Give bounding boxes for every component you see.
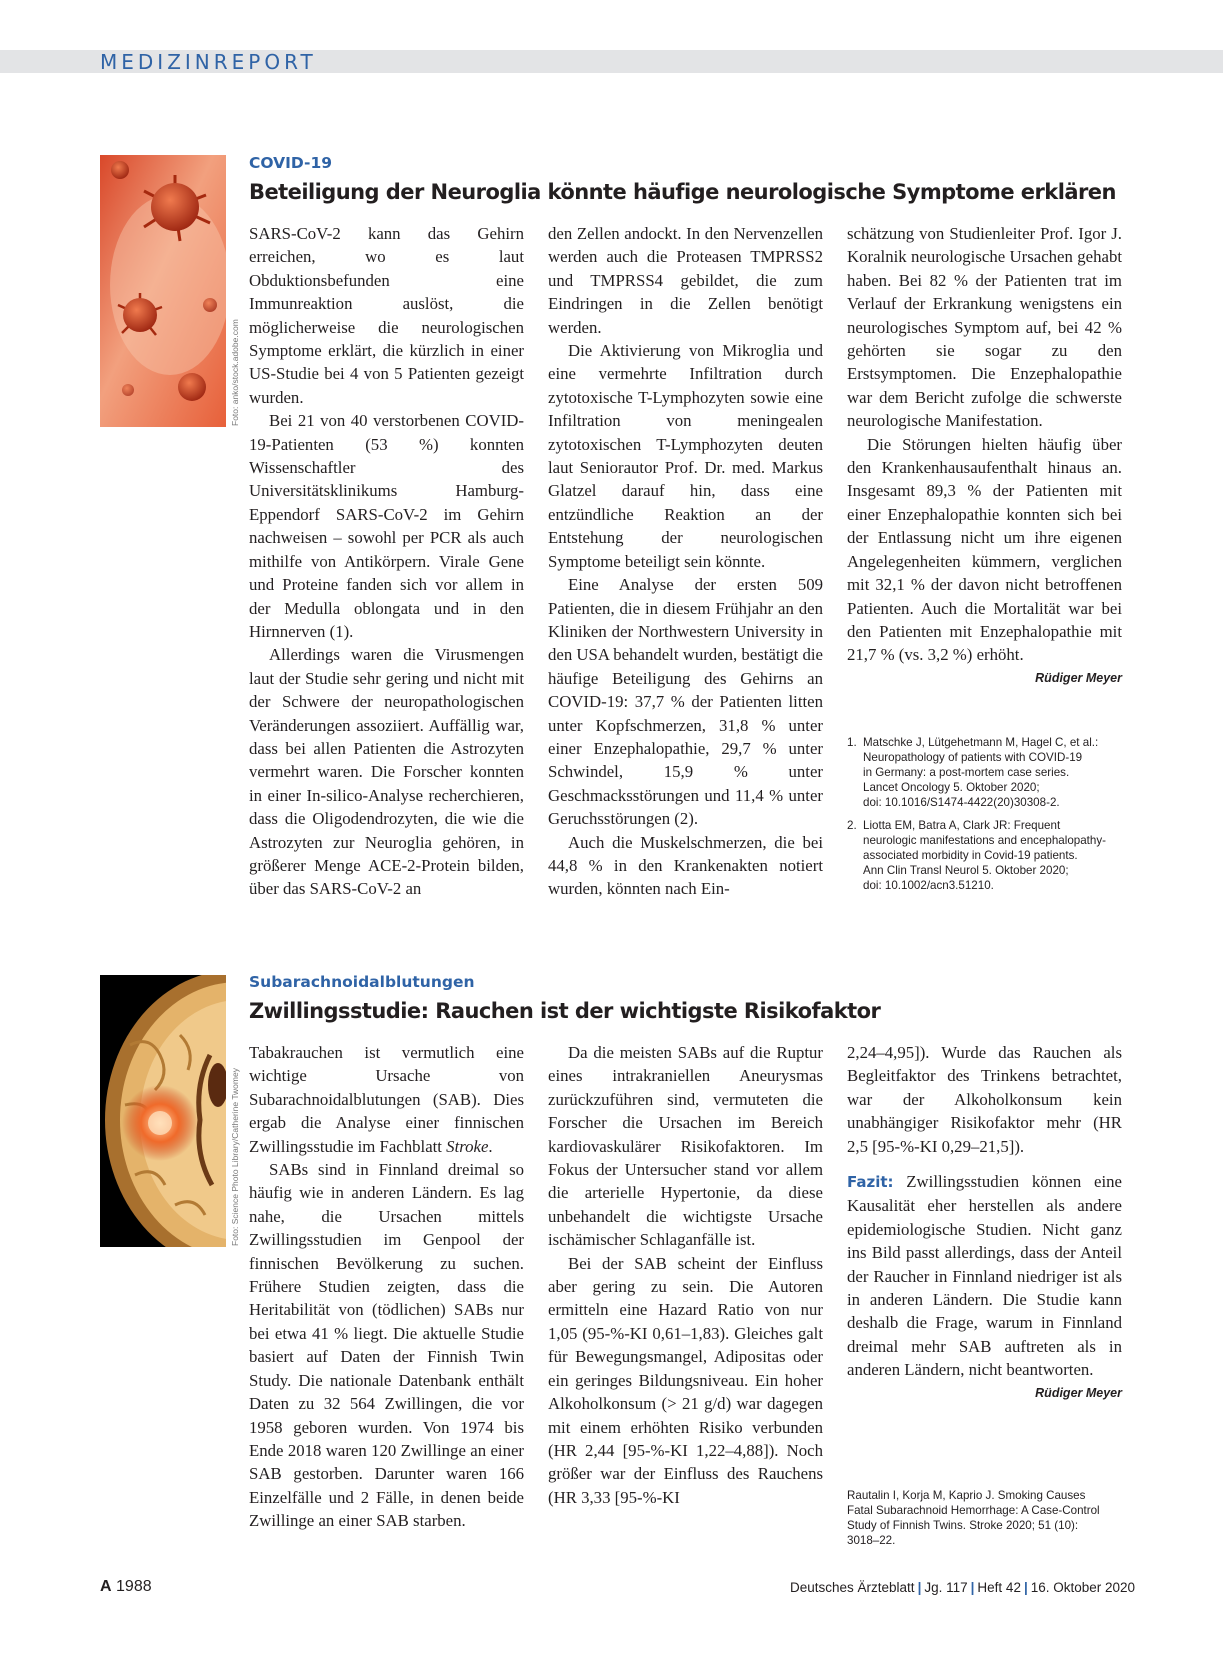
paragraph: 2,24–4,95]). Wurde das Rauchen als Begleitfaktor des Trinkens betrachtet, war der Alkoholkonsum kein unabhängiger Risikofaktor mehr (HR 2,5 [95-%-KI 0,29–21,5]). bbox=[847, 1043, 1122, 1156]
article1-column-2 bbox=[548, 222, 823, 901]
article2-kicker: Subarachnoidalblutungen bbox=[249, 973, 475, 991]
footer-separator: | bbox=[970, 1580, 975, 1595]
reference-item bbox=[847, 818, 1127, 893]
fazit-label: Fazit: bbox=[847, 1173, 894, 1192]
paragraph-text: Zwillingsstudien können eine Kausalität eher herstellen als andere epidemiologische Studien. Nicht ganz ins Bild passt allerdings, dass der Anteil der Raucher in Finnland niedriger ist als in anderen Ländern. Die Studie kann deshalb die Frage, warum in Finnland dreimal mehr SAB auftreten als in anderen Ländern, nicht beantworten. bbox=[847, 1172, 1122, 1380]
paragraph: den Zellen andockt. In den Nervenzellen werden auch die Proteasen TMPRSS2 und TMPRSS4 gebildet, die zum Eindringen in die Zellen benötigt werden. bbox=[548, 224, 823, 337]
brain-scan-photo bbox=[100, 975, 226, 1247]
page-number-value: 1988 bbox=[116, 1578, 152, 1595]
journal-footer bbox=[790, 1580, 1135, 1595]
paragraph: Eine Analyse der ersten 509 Patienten, die in diesem Frühjahr an den Kliniken der Northwestern University in den USA behandelt wurden, bestätigt die häufige Beteiligung des Gehirns an COVID-19: 37,7 % der Patienten litten unter Kopfschmerzen, 31,8 % unter einer Enzephalopathie, 29,7 % unter Schwindel, 15,9 % unter Geschmacksstörungen und 11,4 % unter Geruchsstörungen (2). bbox=[548, 575, 823, 829]
author: Rüdiger Meyer bbox=[1035, 1385, 1122, 1400]
reference-line: associated morbidity in Covid-19 patients. bbox=[863, 849, 1078, 862]
article2-references bbox=[847, 1488, 1127, 1548]
section-title: MEDIZINREPORT bbox=[100, 50, 317, 74]
reference-line: in Germany: a post-mortem case series. bbox=[863, 766, 1070, 779]
reference-line: Fatal Subarachnoid Hemorrhage: A Case-Control bbox=[847, 1504, 1100, 1517]
reference-line: Rautalin I, Korja M, Kaprio J. Smoking Causes bbox=[847, 1489, 1086, 1502]
journal-name: Stroke bbox=[446, 1136, 489, 1156]
fazit-paragraph bbox=[847, 1170, 1122, 1400]
footer-separator: | bbox=[917, 1580, 922, 1595]
paragraph: SARS-CoV-2 kann das Gehirn erreichen, wo es laut Obduktionsbefunden eine Immunreaktion auslöst, die möglicherweise die neurologischen Symptome erklärt, die kürzlich in einer US-Studie bei 4 von 5 Patienten gezeigt wurden. bbox=[249, 224, 524, 407]
photo-credit: Foto: anko/stock.adobe.com bbox=[230, 319, 240, 426]
reference-line: Lancet Oncology 5. Oktober 2020; bbox=[863, 781, 1040, 794]
virus-photo bbox=[100, 155, 226, 427]
paragraph-text: . bbox=[488, 1136, 493, 1156]
reference-line: Study of Finnish Twins. Stroke 2020; 51 (10): bbox=[847, 1519, 1079, 1532]
article1-kicker: COVID-19 bbox=[249, 154, 333, 172]
paragraph: Bei 21 von 40 verstorbenen COVID-19-Patienten (53 %) konnten Wissenschaftler des Universitätsklinikums Hamburg-Eppendorf SARS-CoV-2 im Gehirn nachweisen – sowohl per PCR als auch mithilfe von Antikörpern. Virale Gene und Proteine fanden sich vor allem in der Medulla oblongata und in den Hirnnerven (1). bbox=[249, 411, 524, 641]
reference-number: 2. bbox=[847, 819, 857, 832]
journal-issue: Heft 42 bbox=[977, 1580, 1021, 1595]
paragraph: Allerdings waren die Virusmengen laut der Studie sehr gering und nicht mit der Schwere der neuropathologischen Veränderungen assoziiert. Auffällig war, dass bei allen Patienten die Astrozyten vermehrt waren. Die Forscher konnten in einer In-silico-Analyse recherchieren, dass die Oligodendrozyten, die wie die Astrozyten zur Neuroglia gehören, in größerer Menge ACE-2-Protein bilden, über das SARS-CoV-2 an bbox=[249, 645, 524, 899]
reference-line: 3018–22. bbox=[847, 1534, 896, 1547]
reference-line: neurologic manifestations and encephalopathy- bbox=[863, 834, 1106, 847]
reference-line: doi: 10.1002/acn3.51210. bbox=[863, 879, 994, 892]
reference-line: Neuropathology of patients with COVID-19 bbox=[863, 751, 1083, 764]
paragraph: Bei der SAB scheint der Einfluss aber gering zu sein. Die Autoren ermitteln eine Hazard Ratio von nur 1,05 (95-%-KI 0,61–1,83). Gleiches galt für Bewegungsmangel, Adipositas oder ein geringes Bildungsniveau. Ein hoher Alkoholkonsum (> 21 g/d) war dagegen mit einem erhöhten Risiko verbunden (HR 2,44 [95-%-KI 1,22–4,88]). Noch größer war der Einfluss des Rauchens (HR 3,33 [95-%-KI bbox=[548, 1253, 823, 1507]
journal-date: 16. Oktober 2020 bbox=[1030, 1580, 1136, 1595]
reference-item bbox=[847, 735, 1127, 810]
reference-line: doi: 10.1016/S1474-4422(20)30308-2. bbox=[863, 796, 1060, 809]
paragraph bbox=[847, 433, 1122, 685]
paragraph: Da die meisten SABs auf die Ruptur eines intrakraniellen Aneurysmas zurückzuführen sind, vermuteten die Forscher die Ursachen im Bereich kardiovaskulärer Risikofaktoren. Im Fokus der Untersucher stand vor allem die arterielle Hypertonie, da diese unbehandelt die wichtigste Ursache ischämischer Schlaganfälle ist. bbox=[548, 1043, 823, 1250]
article1-references bbox=[847, 735, 1127, 901]
paragraph: SABs sind in Finnland dreimal so häufig wie in anderen Ländern. Es lag nahe, die Ursachen mittels Zwillingsstudien im Genpool der finnischen Bevölkerung zu suchen. Frühere Studien zeigten, dass die Heritabilität von (tödlichen) SABs nur bei etwa 41 % liegt. Die aktuelle Studie basiert auf Daten der Finnish Twin Study. Die nationale Datenbank enthält Daten zu 32 564 Zwillingen, die vor 1958 geboren wurden. Von 1974 bis Ende 2018 waren 120 Zwillinge an einer SAB gestorben. Darunter waren 166 Einzelfälle und 2 Fälle, in denen beide Zwillinge an einer SAB starben. bbox=[249, 1160, 524, 1531]
page-prefix: A bbox=[100, 1578, 112, 1595]
paragraph-text: Tabakrauchen ist vermutlich eine wichtige Ursache von Subarachnoidalblutungen (SAB). Dies ergab die Analyse einer finnischen Zwillingsstudie im Fachblatt bbox=[249, 1043, 524, 1156]
footer-separator: | bbox=[1023, 1580, 1028, 1595]
article1-headline: Beteiligung der Neuroglia könnte häufige neurologische Symptome erklären bbox=[249, 180, 1116, 204]
page-number bbox=[100, 1578, 152, 1596]
article2-column-1 bbox=[249, 1041, 524, 1533]
paragraph: Auch die Muskelschmerzen, die bei 44,8 % in den Krankenakten notiert wurden, könnten nach Ein- bbox=[548, 832, 823, 899]
paragraph: schätzung von Studienleiter Prof. Igor J. Koralnik neurologische Ursachen gehabt haben. Bei 82 % der Patienten trat im Verlauf der Erkrankung wenigstens ein neurologisches Symptom auf, bei 42 % gehörten sie sogar zu den Erstsymptomen. Die Enzephalopathie war dem Bericht zufolge die schwerste neurologische Manifestation. bbox=[847, 224, 1122, 431]
journal-volume: Jg. 117 bbox=[924, 1580, 968, 1595]
reference-line: Matschke J, Lütgehetmann M, Hagel C, et al.: bbox=[863, 736, 1099, 749]
reference-line: Ann Clin Transl Neurol 5. Oktober 2020; bbox=[863, 864, 1069, 877]
article2-headline: Zwillingsstudie: Rauchen ist der wichtigste Risikofaktor bbox=[249, 999, 881, 1023]
journal-name: Deutsches Ärzteblatt bbox=[790, 1580, 915, 1595]
paragraph bbox=[249, 1041, 524, 1158]
author: Rüdiger Meyer bbox=[1035, 670, 1122, 685]
article1-column-1 bbox=[249, 222, 524, 901]
paragraph-text: Die Störungen hielten häufig über den Krankenhausaufenthalt hinaus an. Insgesamt 89,3 % der Patienten mit einer Enzephalopathie konnten sich bei der Entlassung nicht um ihre eigenen Angelegenheiten kümmern, verglichen mit 32,1 % der davon nicht betroffenen Patienten. Auch die Mortalität war bei den Patienten mit Enzephalopathie mit 21,7 % (vs. 3,2 %) erhöht. bbox=[847, 434, 1122, 665]
paragraph: Die Aktivierung von Mikroglia und eine vermehrte Infiltration durch zytotoxische T-Lymphozyten sowie eine Infiltration von meningealen zytotoxischen T-Lymphozyten deuten laut Seniorautor Prof. Dr. med. Markus Glatzel darauf hin, dass eine entzündliche Reaktion an der Entstehung der neurologischen Symptome beteiligt sein könnte. bbox=[548, 341, 823, 571]
reference-line: Liotta EM, Batra A, Clark JR: Frequent bbox=[863, 819, 1061, 832]
article2-column-2 bbox=[548, 1041, 823, 1509]
article1-column-3 bbox=[847, 222, 1122, 690]
article2-column-3 bbox=[847, 1041, 1122, 1405]
photo-credit: Foto: Science Photo Library/Catherine Twomey bbox=[230, 1068, 240, 1246]
reference-number: 1. bbox=[847, 736, 857, 749]
